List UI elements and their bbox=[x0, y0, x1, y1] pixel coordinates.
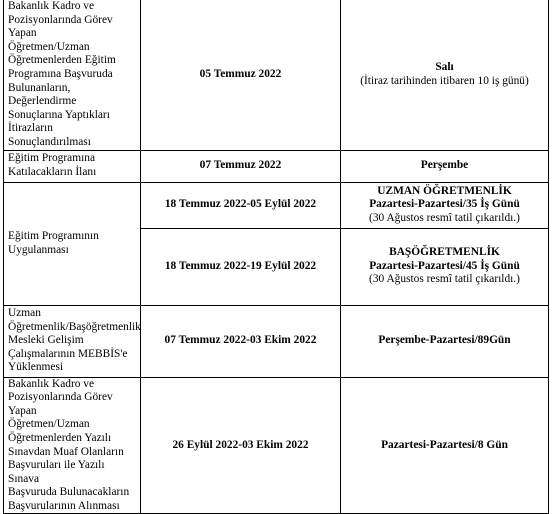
program-note: (30 Ağustos resmî tatil çıkarıldı.) bbox=[369, 211, 520, 224]
day-note: (İtiraz tarihinden itibaren 10 iş günü) bbox=[360, 74, 529, 87]
day-cell: Perşembe bbox=[341, 150, 549, 182]
date-cell: 18 Temmuz 2022-19 Eylül 2022 bbox=[141, 228, 341, 305]
day-cell bbox=[341, 182, 549, 228]
table-row bbox=[4, 305, 549, 377]
day-cell bbox=[341, 228, 549, 305]
activity-cell: Uzman Öğretmenlik/Başöğretmenlik Mesleki Gelişim Çalışmalarının MEBBİS'e Yüklenmesi bbox=[4, 305, 141, 377]
day-cell: Pazartesi-Pazartesi/8 Gün bbox=[341, 377, 549, 514]
activity-cell: Bakanlık Kadro ve Pozisyonlarında Görev Yapan Öğretmen/Uzman Öğretmenlerden Yazılı Sınavdan Muaf Olanların Başvuruları ile Yazılı Sınava Başvuruda Bulunacakların Başvurularının Alınması bbox=[4, 377, 141, 514]
activity-cell: Bakanlık Kadro ve Pozisyonlarında Görev Yapan Öğretmen/Uzman Öğretmenlerden Eğitim Programına Başvuruda Bulunanların, Değerlendirme Sonuçlarına Yaptıkları İtirazların Sonuçlandırılması bbox=[4, 0, 141, 150]
activity-cell: Eğitim Programına Katılacakların İlanı bbox=[4, 150, 141, 182]
date-cell: 26 Eylül 2022-03 Ekim 2022 bbox=[141, 377, 341, 514]
date-cell: 07 Temmuz 2022 bbox=[141, 150, 341, 182]
table-row bbox=[4, 0, 549, 150]
program-title: BAŞÖĞRETMENLİK bbox=[389, 246, 500, 259]
program-range: Pazartesi-Pazartesi/35 İş Günü bbox=[369, 198, 520, 211]
day-label: Salı bbox=[435, 61, 454, 74]
schedule-table bbox=[3, 0, 549, 514]
program-title: UZMAN ÖĞRETMENLİK bbox=[377, 184, 512, 197]
day-cell: Perşembe-Pazartesi/89Gün bbox=[341, 305, 549, 377]
table-row bbox=[4, 150, 549, 182]
program-note: (30 Ağustos resmî tatil çıkarıldı.) bbox=[369, 273, 520, 286]
table-row bbox=[4, 182, 549, 228]
date-cell: 07 Temmuz 2022-03 Ekim 2022 bbox=[141, 305, 341, 377]
date-cell: 18 Temmuz 2022-05 Eylül 2022 bbox=[141, 182, 341, 228]
activity-cell: Eğitim Programının Uygulanması bbox=[4, 182, 141, 305]
table-row bbox=[4, 377, 549, 514]
day-cell bbox=[341, 0, 549, 150]
program-range: Pazartesi-Pazartesi/45 İş Günü bbox=[369, 259, 520, 272]
date-cell: 05 Temmuz 2022 bbox=[141, 0, 341, 150]
